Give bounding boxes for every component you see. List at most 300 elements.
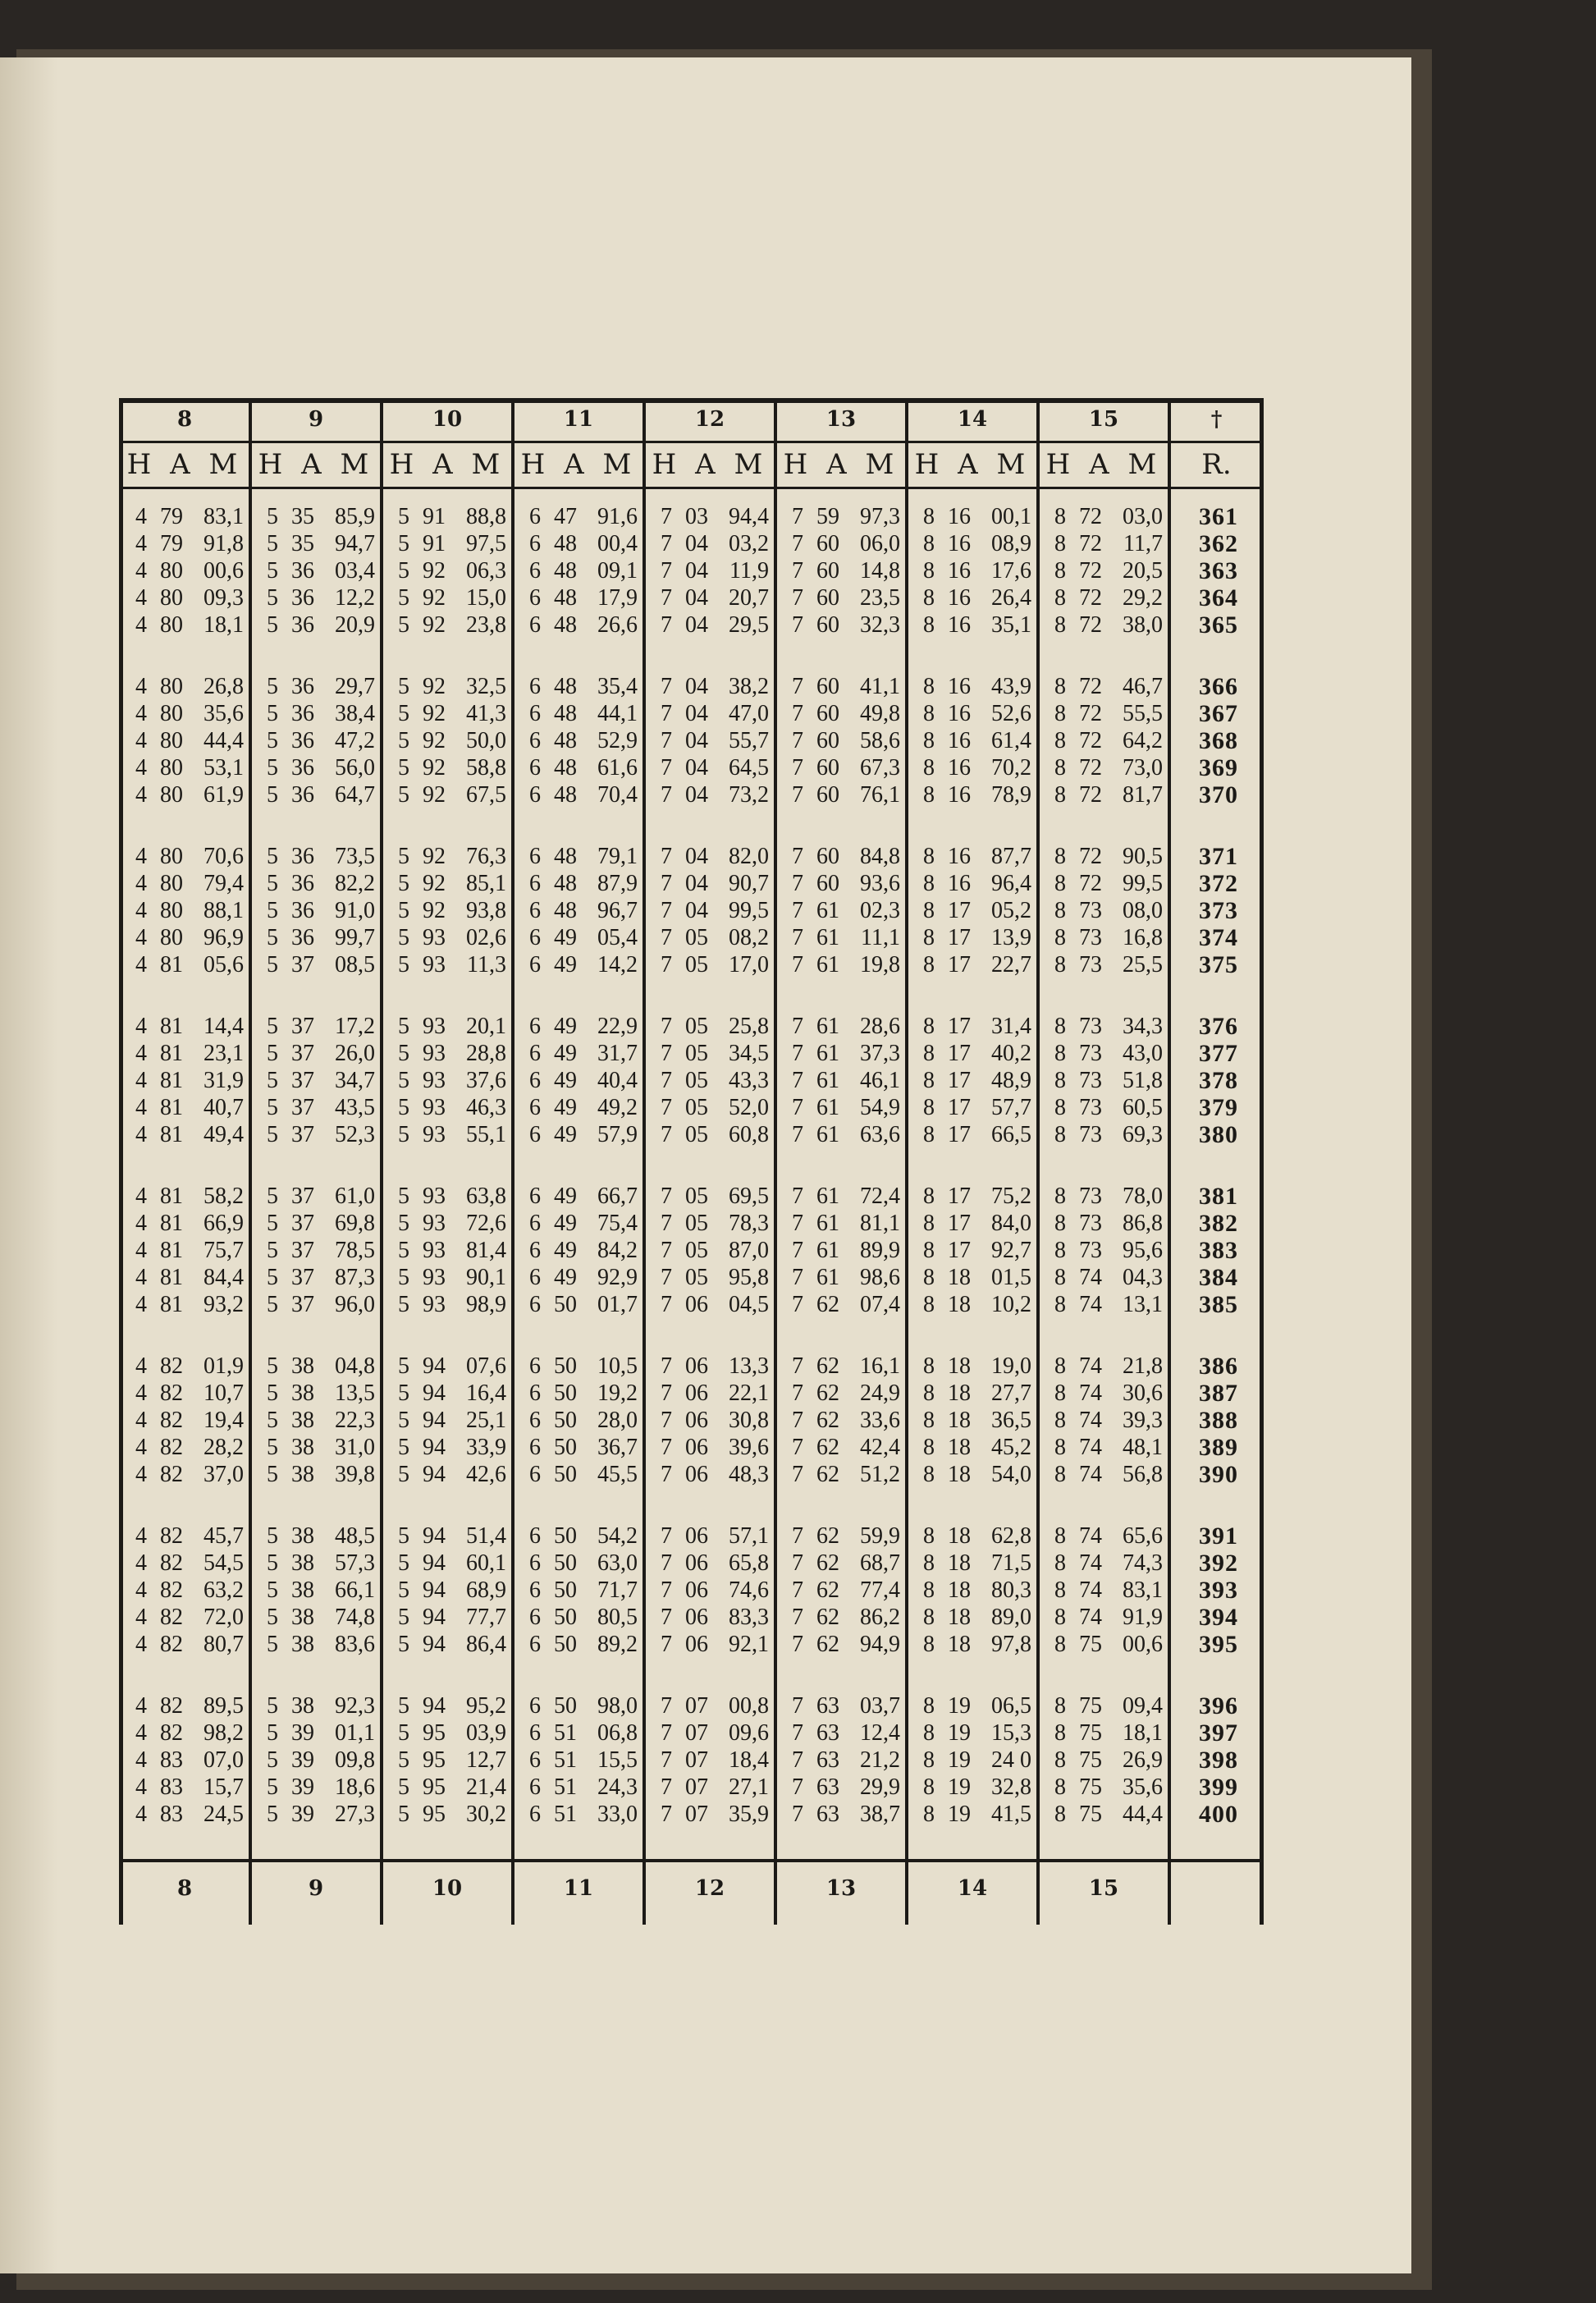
cell-a: 60 <box>816 612 839 638</box>
cell-m: 11,7 <box>1123 531 1163 556</box>
cell-h: 4 <box>135 1095 147 1120</box>
cell-m: 42,6 <box>466 1462 506 1487</box>
cell-h: 4 <box>135 1184 147 1209</box>
cell-h: 8 <box>1054 1462 1066 1487</box>
cell-m: 31,4 <box>991 1014 1031 1039</box>
cell-h: 7 <box>661 728 672 753</box>
cell-a: 49 <box>554 1122 577 1147</box>
cell-a: 19 <box>948 1802 971 1827</box>
cell-a: 92 <box>423 755 446 781</box>
cell-m: 01,7 <box>597 1292 638 1317</box>
cell-m: 00,6 <box>204 558 244 584</box>
cell-a: 05 <box>685 925 708 950</box>
cell-a: 50 <box>554 1380 577 1406</box>
cell-h: 6 <box>529 844 541 869</box>
cell-a: 60 <box>816 701 839 726</box>
cell-m: 95,2 <box>466 1693 506 1719</box>
cell-h: 7 <box>792 585 803 611</box>
cell-a: 83 <box>160 1802 183 1827</box>
table-row <box>119 1094 1264 1121</box>
cell-a: 72 <box>1079 728 1102 753</box>
cell-m: 70,6 <box>204 844 244 869</box>
cell-a: 05 <box>685 1211 708 1236</box>
cell-m: 07,6 <box>466 1353 506 1379</box>
cell-h: 5 <box>398 755 409 781</box>
row-r-value: 395 <box>1199 1631 1238 1658</box>
cell-m: 07,0 <box>204 1747 244 1773</box>
cell-m: 04,3 <box>1123 1265 1163 1290</box>
cell-a: 93 <box>423 925 446 950</box>
cell-a: 94 <box>423 1408 446 1433</box>
cell-h: 7 <box>792 1014 803 1039</box>
row-r-value: 382 <box>1199 1210 1238 1237</box>
cell-h: 4 <box>135 585 147 611</box>
cell-m: 24,5 <box>204 1802 244 1827</box>
cell-a: 17 <box>948 1014 971 1039</box>
cell-a: 49 <box>554 1095 577 1120</box>
cell-m: 00,6 <box>1123 1632 1163 1657</box>
cell-m: 69,3 <box>1123 1122 1163 1147</box>
table-row <box>119 1719 1264 1747</box>
cell-h: 8 <box>1054 1577 1066 1603</box>
cell-m: 87,7 <box>991 844 1031 869</box>
cell-a: 51 <box>554 1802 577 1827</box>
cell-m: 25,1 <box>466 1408 506 1433</box>
cell-a: 37 <box>291 1041 314 1066</box>
cell-a: 48 <box>554 782 577 808</box>
cell-a: 04 <box>685 782 708 808</box>
cell-h: 4 <box>135 1353 147 1379</box>
row-r-value: 392 <box>1199 1550 1238 1577</box>
cell-a: 82 <box>160 1353 183 1379</box>
cell-m: 98,6 <box>860 1265 900 1290</box>
cell-a: 61 <box>816 1184 839 1209</box>
cell-a: 93 <box>423 1122 446 1147</box>
cell-h: 8 <box>1054 1408 1066 1433</box>
cell-a: 38 <box>291 1577 314 1603</box>
cell-m: 25,5 <box>1123 952 1163 978</box>
cell-m: 75,7 <box>204 1238 244 1263</box>
table-row <box>119 1264 1264 1291</box>
cell-h: 7 <box>661 871 672 896</box>
cell-m: 13,5 <box>335 1380 375 1406</box>
cell-h: 4 <box>135 1577 147 1603</box>
cell-h: 4 <box>135 1523 147 1549</box>
cell-m: 03,0 <box>1123 504 1163 529</box>
cell-m: 23,1 <box>204 1041 244 1066</box>
cell-h: 8 <box>923 925 935 950</box>
cell-m: 24 0 <box>991 1747 1031 1773</box>
cell-h: 6 <box>529 1605 541 1630</box>
cell-a: 48 <box>554 871 577 896</box>
cell-h: 7 <box>661 1802 672 1827</box>
cell-h: 7 <box>661 1353 672 1379</box>
cell-a: 05 <box>685 1122 708 1147</box>
cell-m: 60,8 <box>729 1122 769 1147</box>
bottom-rule <box>119 1859 1264 1862</box>
cell-a: 49 <box>554 1238 577 1263</box>
cell-m: 13,1 <box>1123 1292 1163 1317</box>
cell-m: 29,9 <box>860 1774 900 1800</box>
cell-h: 8 <box>1054 1238 1066 1263</box>
cell-a: 62 <box>816 1435 839 1460</box>
cell-a: 73 <box>1079 1041 1102 1066</box>
cell-m: 99,7 <box>335 925 375 950</box>
cell-a: 37 <box>291 1184 314 1209</box>
cell-a: 75 <box>1079 1693 1102 1719</box>
cell-a: 48 <box>554 674 577 699</box>
cell-m: 81,1 <box>860 1211 900 1236</box>
cell-h: 5 <box>267 1041 278 1066</box>
cell-a: 72 <box>1079 844 1102 869</box>
cell-m: 83,1 <box>1123 1577 1163 1603</box>
cell-m: 12,7 <box>466 1747 506 1773</box>
cell-m: 55,7 <box>729 728 769 753</box>
table-row <box>119 584 1264 611</box>
cell-m: 02,6 <box>466 925 506 950</box>
cell-m: 64,2 <box>1123 728 1163 753</box>
cell-a: 74 <box>1079 1435 1102 1460</box>
cell-h: 8 <box>1054 674 1066 699</box>
cell-a: 73 <box>1079 1238 1102 1263</box>
cell-m: 73,5 <box>335 844 375 869</box>
cell-a: 16 <box>948 674 971 699</box>
cell-m: 60,5 <box>1123 1095 1163 1120</box>
cell-m: 54,2 <box>597 1523 638 1549</box>
cell-a: 51 <box>554 1774 577 1800</box>
cell-a: 60 <box>816 531 839 556</box>
book-page <box>0 57 1411 2273</box>
subheader-ham: H A M <box>652 448 768 481</box>
cell-h: 5 <box>267 1265 278 1290</box>
cell-h: 8 <box>923 1408 935 1433</box>
cell-a: 37 <box>291 1238 314 1263</box>
table-row <box>119 1434 1264 1461</box>
cell-h: 8 <box>1054 1353 1066 1379</box>
cell-m: 29,7 <box>335 674 375 699</box>
cell-a: 74 <box>1079 1577 1102 1603</box>
cell-a: 94 <box>423 1523 446 1549</box>
cell-a: 93 <box>423 1265 446 1290</box>
cell-h: 6 <box>529 1774 541 1800</box>
row-r-value: 378 <box>1199 1067 1238 1094</box>
cell-a: 17 <box>948 1041 971 1066</box>
cell-h: 7 <box>661 844 672 869</box>
cell-a: 06 <box>685 1462 708 1487</box>
cell-m: 72,6 <box>466 1211 506 1236</box>
cell-m: 22,7 <box>991 952 1031 978</box>
cell-a: 48 <box>554 558 577 584</box>
cell-m: 94,4 <box>729 504 769 529</box>
cell-m: 39,3 <box>1123 1408 1163 1433</box>
cell-h: 8 <box>1054 1435 1066 1460</box>
cell-m: 65,8 <box>729 1550 769 1576</box>
cell-m: 84,8 <box>860 844 900 869</box>
cell-a: 16 <box>948 728 971 753</box>
cell-m: 80,7 <box>204 1632 244 1657</box>
cell-h: 8 <box>1054 1292 1066 1317</box>
cell-m: 48,1 <box>1123 1435 1163 1460</box>
cell-m: 18,1 <box>1123 1720 1163 1746</box>
cell-m: 71,5 <box>991 1550 1031 1576</box>
cell-h: 7 <box>792 1577 803 1603</box>
cell-a: 50 <box>554 1550 577 1576</box>
cell-a: 17 <box>948 1211 971 1236</box>
row-r-value: 388 <box>1199 1407 1238 1434</box>
cell-a: 38 <box>291 1408 314 1433</box>
cell-a: 94 <box>423 1605 446 1630</box>
cell-h: 8 <box>923 1550 935 1576</box>
cell-m: 96,7 <box>597 898 638 923</box>
cell-h: 6 <box>529 952 541 978</box>
cell-a: 81 <box>160 1014 183 1039</box>
row-r-value: 368 <box>1199 727 1238 754</box>
row-r-value: 362 <box>1199 530 1238 557</box>
cell-h: 8 <box>923 1605 935 1630</box>
cell-m: 89,5 <box>204 1693 244 1719</box>
cell-m: 65,6 <box>1123 1523 1163 1549</box>
cell-h: 7 <box>792 1693 803 1719</box>
cell-a: 16 <box>948 558 971 584</box>
cell-a: 72 <box>1079 782 1102 808</box>
cell-a: 50 <box>554 1693 577 1719</box>
cell-h: 8 <box>923 1632 935 1657</box>
cell-a: 50 <box>554 1462 577 1487</box>
cell-h: 8 <box>923 1523 935 1549</box>
cell-h: 8 <box>1054 504 1066 529</box>
cell-h: 8 <box>923 844 935 869</box>
subheader-ham: H A M <box>126 448 243 481</box>
cell-h: 5 <box>398 1122 409 1147</box>
cell-a: 82 <box>160 1550 183 1576</box>
cell-m: 86,4 <box>466 1632 506 1657</box>
cell-m: 67,3 <box>860 755 900 781</box>
cell-a: 82 <box>160 1720 183 1746</box>
cell-a: 05 <box>685 1265 708 1290</box>
row-r-value: 372 <box>1199 870 1238 897</box>
cell-a: 75 <box>1079 1802 1102 1827</box>
table-row <box>119 1604 1264 1631</box>
cell-m: 40,7 <box>204 1095 244 1120</box>
cell-m: 33,9 <box>466 1435 506 1460</box>
cell-m: 44,4 <box>204 728 244 753</box>
cell-m: 56,8 <box>1123 1462 1163 1487</box>
cell-a: 18 <box>948 1523 971 1549</box>
cell-m: 84,0 <box>991 1211 1031 1236</box>
cell-m: 12,4 <box>860 1720 900 1746</box>
cell-h: 7 <box>661 1184 672 1209</box>
cell-m: 80,5 <box>597 1605 638 1630</box>
cell-m: 12,2 <box>335 585 375 611</box>
cell-a: 61 <box>816 1041 839 1066</box>
table-row <box>119 1210 1264 1237</box>
cell-m: 16,1 <box>860 1353 900 1379</box>
cell-m: 46,1 <box>860 1068 900 1093</box>
cell-a: 94 <box>423 1577 446 1603</box>
row-r-value: 380 <box>1199 1121 1238 1148</box>
cell-h: 7 <box>661 1632 672 1657</box>
cell-a: 07 <box>685 1802 708 1827</box>
cell-m: 14,4 <box>204 1014 244 1039</box>
cell-a: 18 <box>948 1550 971 1576</box>
cell-h: 7 <box>792 1408 803 1433</box>
cell-a: 81 <box>160 1238 183 1263</box>
cell-h: 7 <box>792 1292 803 1317</box>
cell-h: 8 <box>1054 1184 1066 1209</box>
row-r-value: 384 <box>1199 1264 1238 1291</box>
cell-m: 51,4 <box>466 1523 506 1549</box>
cell-m: 91,0 <box>335 898 375 923</box>
cell-m: 11,1 <box>861 925 900 950</box>
table-row <box>119 611 1264 639</box>
cell-m: 40,2 <box>991 1041 1031 1066</box>
cell-h: 5 <box>398 728 409 753</box>
cell-m: 87,0 <box>729 1238 769 1263</box>
cell-a: 38 <box>291 1632 314 1657</box>
cell-h: 6 <box>529 782 541 808</box>
cell-a: 92 <box>423 898 446 923</box>
cell-m: 14,8 <box>860 558 900 584</box>
table-row <box>119 1522 1264 1550</box>
cell-m: 25,8 <box>729 1014 769 1039</box>
cell-a: 95 <box>423 1774 446 1800</box>
cell-a: 19 <box>948 1747 971 1773</box>
cell-h: 8 <box>1054 1747 1066 1773</box>
cell-h: 7 <box>661 1380 672 1406</box>
cell-m: 98,0 <box>597 1693 638 1719</box>
cell-m: 61,9 <box>204 782 244 808</box>
cell-m: 81,7 <box>1123 782 1163 808</box>
cell-h: 5 <box>267 1408 278 1433</box>
cell-h: 5 <box>398 1774 409 1800</box>
cell-a: 80 <box>160 898 183 923</box>
cell-h: 6 <box>529 1380 541 1406</box>
cell-h: 7 <box>661 674 672 699</box>
cell-h: 5 <box>267 782 278 808</box>
cell-a: 04 <box>685 728 708 753</box>
cell-a: 17 <box>948 1184 971 1209</box>
cell-m: 08,0 <box>1123 898 1163 923</box>
cell-m: 81,4 <box>466 1238 506 1263</box>
cell-h: 5 <box>398 1238 409 1263</box>
table-row <box>119 1407 1264 1434</box>
cell-h: 6 <box>529 531 541 556</box>
cell-h: 7 <box>661 1068 672 1093</box>
cell-h: 5 <box>398 1095 409 1120</box>
cell-h: 5 <box>398 1068 409 1093</box>
cell-h: 7 <box>661 558 672 584</box>
cell-m: 21,8 <box>1123 1353 1163 1379</box>
column-number: 11 <box>563 407 594 432</box>
cell-m: 09,3 <box>204 585 244 611</box>
cell-a: 73 <box>1079 1184 1102 1209</box>
cell-m: 83,1 <box>204 504 244 529</box>
cell-a: 74 <box>1079 1353 1102 1379</box>
cell-a: 36 <box>291 558 314 584</box>
cell-a: 73 <box>1079 1122 1102 1147</box>
cell-m: 00,1 <box>991 504 1031 529</box>
cell-a: 80 <box>160 585 183 611</box>
cell-m: 29,5 <box>729 612 769 638</box>
cell-a: 82 <box>160 1435 183 1460</box>
cell-m: 14,2 <box>597 952 638 978</box>
cell-h: 6 <box>529 1041 541 1066</box>
cell-a: 72 <box>1079 755 1102 781</box>
cell-a: 48 <box>554 898 577 923</box>
table-row <box>119 1380 1264 1407</box>
cell-m: 45,2 <box>991 1435 1031 1460</box>
cell-m: 38,2 <box>729 674 769 699</box>
cell-a: 36 <box>291 898 314 923</box>
cell-a: 61 <box>816 1122 839 1147</box>
cell-h: 5 <box>267 898 278 923</box>
cell-m: 21,4 <box>466 1774 506 1800</box>
cell-a: 92 <box>423 844 446 869</box>
cell-h: 5 <box>398 1014 409 1039</box>
cell-a: 04 <box>685 674 708 699</box>
cell-a: 05 <box>685 1014 708 1039</box>
cell-h: 4 <box>135 1265 147 1290</box>
cell-h: 7 <box>661 612 672 638</box>
cell-m: 35,9 <box>729 1802 769 1827</box>
cell-h: 5 <box>398 1720 409 1746</box>
cell-a: 48 <box>554 531 577 556</box>
cell-m: 31,7 <box>597 1041 638 1066</box>
cell-a: 94 <box>423 1632 446 1657</box>
cell-m: 37,3 <box>860 1041 900 1066</box>
cell-h: 8 <box>1054 1095 1066 1120</box>
cell-h: 7 <box>792 531 803 556</box>
cell-a: 62 <box>816 1353 839 1379</box>
subheader-ham: H A M <box>520 448 637 481</box>
cell-m: 91,9 <box>1123 1605 1163 1630</box>
cell-a: 75 <box>1079 1720 1102 1746</box>
cell-h: 7 <box>661 755 672 781</box>
cell-m: 67,5 <box>466 782 506 808</box>
cell-a: 60 <box>816 844 839 869</box>
cell-h: 5 <box>267 531 278 556</box>
cell-h: 7 <box>792 1720 803 1746</box>
cell-m: 32,8 <box>991 1774 1031 1800</box>
cell-a: 05 <box>685 952 708 978</box>
table-row <box>119 1013 1264 1040</box>
cell-m: 05,6 <box>204 952 244 978</box>
cell-h: 6 <box>529 585 541 611</box>
cell-m: 01,5 <box>991 1265 1031 1290</box>
cell-h: 8 <box>923 1577 935 1603</box>
cell-m: 74,3 <box>1123 1550 1163 1576</box>
cell-m: 89,2 <box>597 1632 638 1657</box>
cell-h: 8 <box>923 952 935 978</box>
cell-h: 5 <box>398 674 409 699</box>
cell-h: 8 <box>923 1041 935 1066</box>
cell-a: 83 <box>160 1747 183 1773</box>
cell-h: 7 <box>661 1292 672 1317</box>
cell-a: 61 <box>816 1095 839 1120</box>
column-number: 13 <box>825 407 857 432</box>
cell-h: 5 <box>398 1408 409 1433</box>
cell-m: 03,7 <box>860 1693 900 1719</box>
cell-h: 6 <box>529 504 541 529</box>
cell-h: 4 <box>135 1041 147 1066</box>
cell-m: 03,2 <box>729 531 769 556</box>
row-r-value: 371 <box>1199 843 1238 870</box>
cell-a: 80 <box>160 755 183 781</box>
cell-h: 8 <box>923 1068 935 1093</box>
row-r-value: 374 <box>1199 924 1238 951</box>
cell-a: 62 <box>816 1577 839 1603</box>
cell-h: 7 <box>661 504 672 529</box>
